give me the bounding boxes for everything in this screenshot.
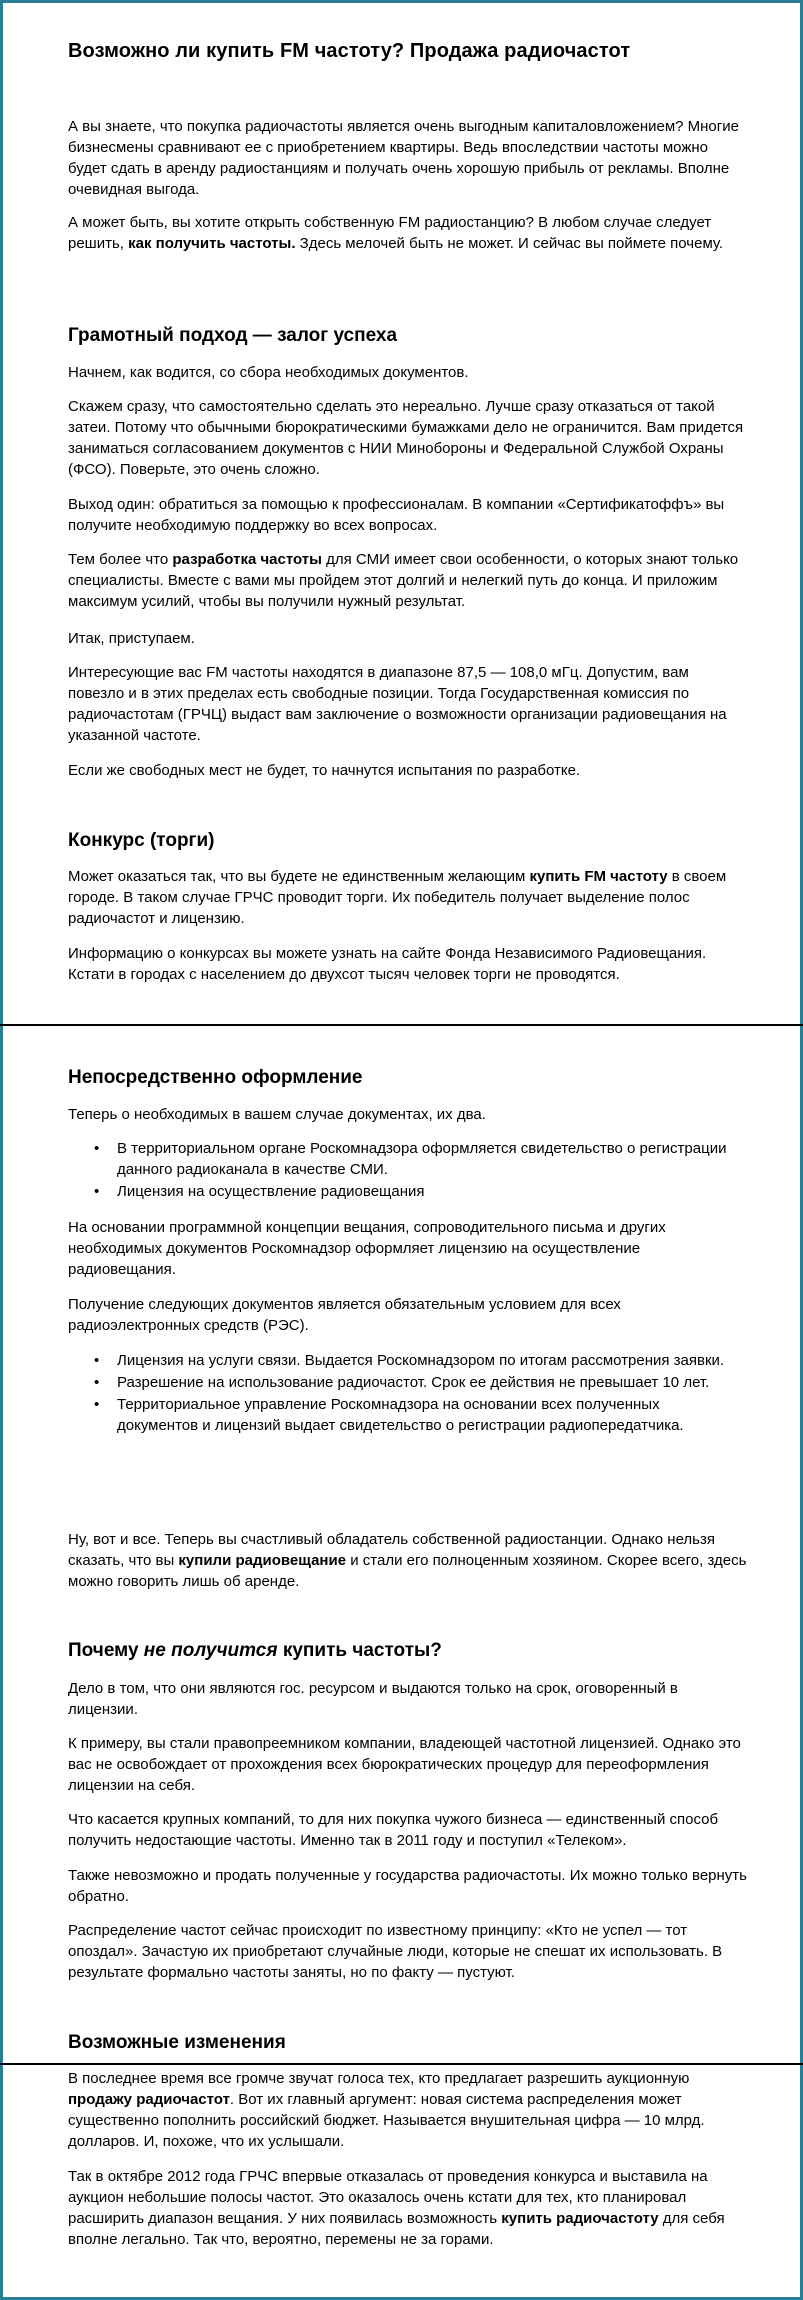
paragraph: Тем более что разработка частоты для СМИ имеет свои особенности, о которых знают только специалисты. Вместе с вами мы пройдем этот долгий и нелегкий путь до конца. И приложим максимум усилий, чтобы вы получили нужный результат. bbox=[68, 551, 739, 610]
paragraph: Получение следующих документов является обязательным условием для всех радиоэлектронных средств (РЭС). bbox=[68, 1296, 621, 1334]
section-heading-why-not: Почему не получится купить частоты? bbox=[68, 1640, 442, 1661]
paragraph: Информацию о конкурсах вы можете узнать на сайте Фонда Независимого Радиовещания. Кстати в городах с населением до двухсот тысяч человек торги не проводятся. bbox=[68, 945, 707, 983]
paragraph: Может оказаться так, что вы будете не единственным желающим купить FM частоту в своем городе. В таком случае ГРЧС проводит торги. Их победитель получает выделение полос радиочастот и лицензию. bbox=[68, 868, 727, 927]
list-item: • Лицензия на осуществление радиовещания bbox=[68, 1181, 728, 1202]
list-item: • Территориальное управление Роскомнадзора на основании всех полученных документов и лицензий выдает свидетельство о регистрации радиопередатчика. bbox=[68, 1394, 728, 1436]
paragraph: Что касается крупных компаний, то для них покупка чужого бизнеса — единственный способ получить недостающие частоты. Именно так в 2011 году и поступил «Телеком». bbox=[68, 1811, 719, 1849]
paragraph: На основании программной концепции вещания, сопроводительного письма и других необходимых документов Роскомнадзор оформляет лицензию на осуществление радиовещания. bbox=[68, 1219, 666, 1278]
page-title: Возможно ли купить FM частоту? Продажа радиочастот bbox=[68, 40, 631, 62]
page-separator bbox=[0, 2063, 803, 2065]
paragraph: Начнем, как водится, со сбора необходимых документов. bbox=[68, 364, 469, 381]
paragraph: Итак, приступаем. bbox=[68, 630, 195, 647]
section-heading-approach: Грамотный подход — залог успеха bbox=[68, 325, 398, 346]
paragraph: К примеру, вы стали правопреемником компании, владеющей частотной лицензией. Однако это вас не освобождает от прохождения всех бюрократических процедур для переоформления лицензии на себя. bbox=[68, 1735, 741, 1794]
paragraph: Ну, вот и все. Теперь вы счастливый обладатель собственной радиостанции. Однако нельзя сказать, что вы купили радиовещание и стали его полноценным хозяином. Скорее всего, здесь можно говорить лишь об аренде. bbox=[68, 1531, 747, 1590]
intro-paragraph-2: А может быть, вы хотите открыть собственную FM радиостанцию? В любом случае следует решить, как получить частоты. Здесь мелочей быть не может. И сейчас вы поймете почему. bbox=[68, 214, 724, 252]
list-item: • Лицензия на услуги связи. Выдается Роскомнадзором по итогам рассмотрения заявки. bbox=[68, 1350, 728, 1371]
paragraph: Дело в том, что они являются гос. ресурсом и выдаются только на срок, оговоренный в лицензии. bbox=[68, 1680, 678, 1718]
list-item: • Разрешение на использование радиочастот. Срок ее действия не превышает 10 лет. bbox=[68, 1372, 728, 1393]
paragraph: Если же свободных мест не будет, то начнутся испытания по разработке. bbox=[68, 762, 581, 779]
paragraph: Интересующие вас FM частоты находятся в диапазоне 87,5 — 108,0 мГц. Допустим, вам повезло и в этих пределах есть свободные позиции. Тогда Государственная комиссия по радиочастотам (ГРЧЦ) выдаст вам заключение о возможности организации радиовещания на указанной частоте. bbox=[68, 664, 727, 744]
paragraph: В последнее время все громче звучат голоса тех, кто предлагает разрешить аукционную продажу радиочастот. Вот их главный аргумент: новая система распределения может существенно пополнить российский бюджет. Называется внушительная цифра — 10 млрд. долларов. И, похоже, что их услышали. bbox=[68, 2070, 705, 2150]
paragraph: Скажем сразу, что самостоятельно сделать это нереально. Лучше сразу отказаться от такой затеи. Потому что обычными бюрократическими бумажками дело не ограничится. Вам придется заниматься согласованием документов с НИИ Минобороны и Федеральной Службой Охраны (ФСО). Поверьте, это очень сложно. bbox=[68, 398, 744, 478]
paragraph: Так в октябре 2012 года ГРЧС впервые отказалась от проведения конкурса и выставила на аукцион небольшие полосы частот. Это оказалось очень кстати для тех, кто планировал расширить диапазон вещания. У них появилась возможность купить радиочастоту для себя вполне легально. Так что, вероятно, перемены не за горами. bbox=[68, 2168, 725, 2248]
paragraph: Теперь о необходимых в вашем случае документах, их два. bbox=[68, 1106, 486, 1123]
list-item: • В территориальном органе Роскомнадзора оформляется свидетельство о регистрации данного радиоканала в качестве СМИ. bbox=[68, 1138, 728, 1180]
paragraph: Выход один: обратиться за помощью к профессионалам. В компании «Сертификатоффъ» вы получите необходимую поддержку во всех вопросах. bbox=[68, 496, 725, 534]
intro-paragraph-1: А вы знаете, что покупка радиочастоты является очень выгодным капиталовложением? Многие бизнесмены сравнивают ее с приобретением квартиры. Ведь впоследствии частоты можно будет сдать в аренду радиостанциям и получать очень хорошую прибыль от рекламы. Вполне очевидная выгода. bbox=[68, 118, 739, 198]
section-heading-tender: Конкурс (торги) bbox=[68, 830, 215, 851]
page-separator bbox=[0, 1024, 803, 1026]
paragraph: Также невозможно и продать полученные у государства радиочастоты. Их можно только вернуть обратно. bbox=[68, 1867, 747, 1905]
section-heading-changes: Возможные изменения bbox=[68, 2032, 286, 2053]
section-heading-registration: Непосредственно оформление bbox=[68, 1067, 363, 1088]
documents-list bbox=[68, 1138, 728, 1203]
res-documents-list bbox=[68, 1350, 728, 1437]
paragraph: Распределение частот сейчас происходит по известному принципу: «Кто не успел — тот опоздал». Зачастую их приобретают случайные люди, которые не спешат их использовать. В результате формально частоты заняты, но по факту — пустуют. bbox=[68, 1922, 723, 1981]
